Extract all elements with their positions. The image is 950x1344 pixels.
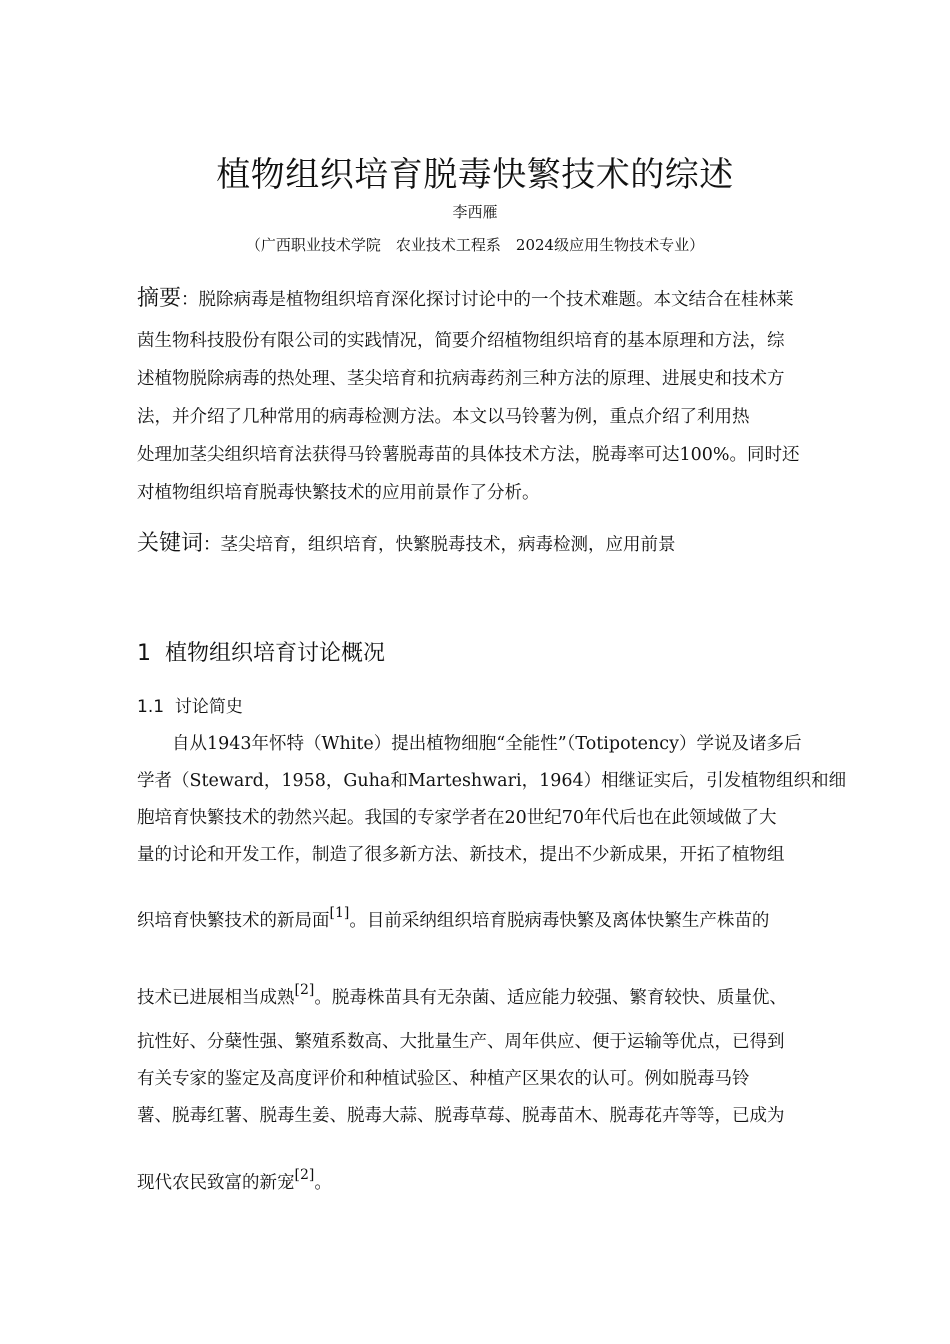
subsection-title: 讨论简史: [174, 697, 243, 717]
body-line: 抗性好、分蘖性强、繁殖系数高、大批量生产、周年供应、便于运输等优点，已得到: [137, 1032, 785, 1052]
keywords-block: [137, 524, 860, 564]
body-line: 自从1943年怀特（White）提出植物细胞“全能性”（Totipotency）学说及诸多后: [172, 734, 802, 754]
body-text: 。: [314, 1173, 332, 1193]
body-line: [137, 984, 787, 1012]
body-line: 学者（Steward，1958，Guha和Marteshwari，1964）相继证实后，引发植物组织和细: [137, 771, 847, 791]
abstract-line: 述植物脱除病毒的热处理、茎尖培育和抗病毒药剂三种方法的原理、进展史和技术方: [137, 369, 785, 389]
body-text: 现代农民致富的新宠: [137, 1173, 295, 1193]
section-title: 植物组织培育讨论概况: [165, 641, 386, 666]
abstract-line: 法，并介绍了几种常用的病毒检测方法。本文以马铃薯为例，重点介绍了利用热: [137, 407, 750, 427]
subsection-number: 1.1: [137, 697, 165, 717]
author-affiliation: （广西职业技术学院 农业技术工程系 2024级应用生物技术专业）: [245, 236, 705, 254]
abstract-line: [137, 276, 860, 322]
section-heading: [137, 636, 385, 672]
abstract-block: [137, 276, 860, 512]
abstract-colon: ：: [181, 290, 199, 310]
abstract-line: 处理加茎尖组织培育法获得马铃薯脱毒苗的具体技术方法，脱毒率可达100%。同时还: [137, 445, 800, 465]
abstract-line: 对植物组织培育脱毒快繁技术的应用前景作了分析。: [137, 483, 540, 503]
body-text: 。目前采纳组织培育脱病毒快繁及离体快繁生产株苗的: [349, 911, 770, 931]
citation-ref[interactable]: [2]: [294, 982, 315, 999]
keywords-colon: ：: [203, 535, 221, 555]
abstract-text: 脱除病毒是植物组织培育深化探讨讨论中的一个技术难题。本文结合在桂林莱: [198, 290, 794, 310]
author-name: 李西雁: [452, 203, 498, 221]
body-line: 有关专家的鉴定及高度评价和种植试验区、种植产区果农的认可。例如脱毒马铃: [137, 1069, 750, 1089]
paper-title: 植物组织培育脱毒快繁技术的综述: [216, 155, 734, 195]
body-line: [137, 907, 769, 935]
subsection-heading: [137, 693, 243, 721]
citation-ref[interactable]: [2]: [294, 1167, 315, 1184]
body-text: 技术已进展相当成熟: [137, 988, 295, 1008]
citation-ref[interactable]: [1]: [329, 905, 350, 922]
keywords-label: 关键词: [137, 531, 204, 556]
body-line: 薯、脱毒红薯、脱毒生姜、脱毒大蒜、脱毒草莓、脱毒苗木、脱毒花卉等等，已成为: [137, 1106, 785, 1126]
abstract-line: 茵生物科技股份有限公司的实践情况，简要介绍植物组织培育的基本原理和方法，综: [137, 331, 785, 351]
body-line: 胞培育快繁技术的勃然兴起。我国的专家学者在20世纪70年代后也在此领域做了大: [137, 808, 777, 828]
body-line: [137, 1169, 332, 1197]
keywords-text: 茎尖培育，组织培育，快繁脱毒技术，病毒检测，应用前景: [220, 535, 676, 555]
section-number: 1: [137, 641, 151, 666]
body-text: 织培育快繁技术的新局面: [137, 911, 330, 931]
body-line: 量的讨论和开发工作，制造了很多新方法、新技术，提出不少新成果，开拓了植物组: [137, 845, 785, 865]
body-text: 。脱毒株苗具有无杂菌、适应能力较强、繁育较快、质量优、: [314, 988, 787, 1008]
abstract-label: 摘要: [137, 286, 182, 311]
